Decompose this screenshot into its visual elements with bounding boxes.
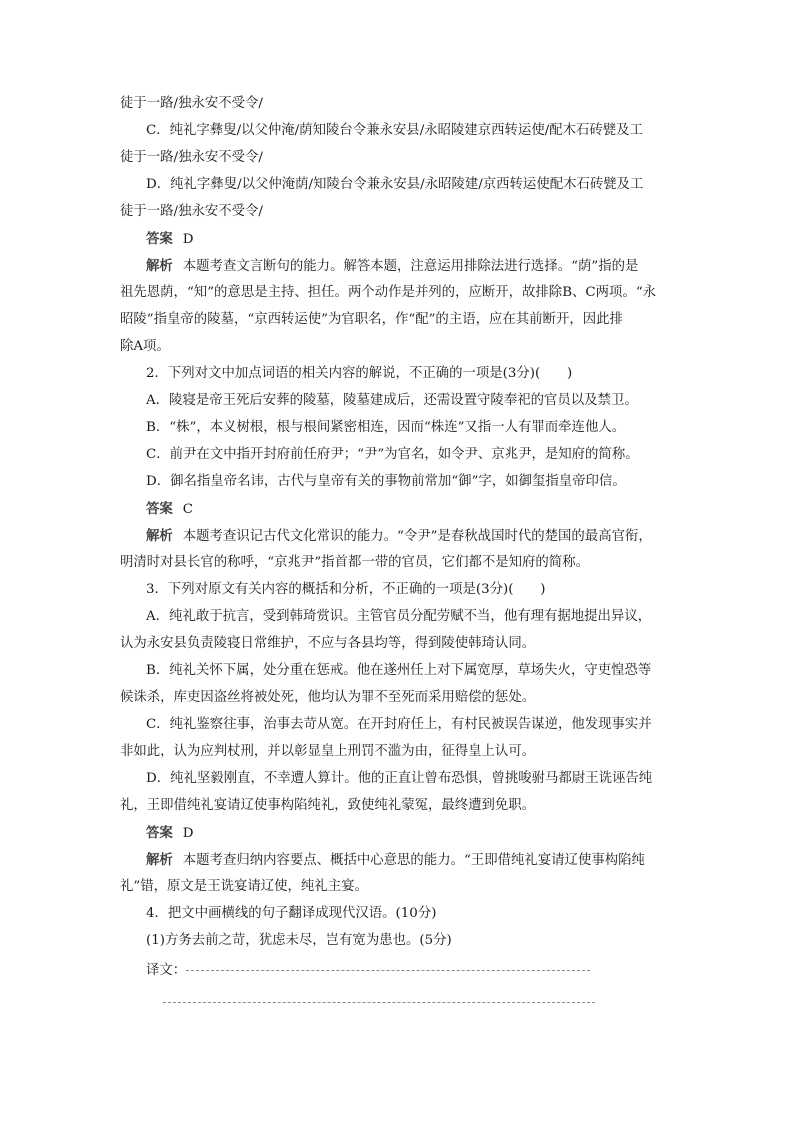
- q4-sub-question-1: (1)方务去前之苛，犹虑未尽，岂有宽为患也。(5分): [146, 933, 452, 948]
- option-b-tail: 徒于一路/独永安不受令/: [120, 96, 263, 111]
- q1-analysis-row: [146, 257, 675, 276]
- answer-blank-line-1[interactable]: [186, 970, 590, 971]
- q1-answer-row: [146, 230, 675, 249]
- q3-analysis-line-1: 本题考查归纳内容要点、概括中心意思的能力。“王即借纯礼宴请辽使事构陷纯: [182, 853, 645, 868]
- q2-stem: 2．下列对文中加点词语的相关内容的解说，不正确的一项是(3分)( ): [146, 366, 573, 381]
- q2-analysis-line-2: 明清时对县长官的称呼，“京兆尹”指首都一带的官员，它们都不是知府的简称。: [120, 555, 589, 570]
- answer-label: 答案: [146, 501, 173, 517]
- q2-analysis-line-1: 本题考查识记古代文化常识的能力。“令尹”是春秋战国时代的楚国的最高官衔，: [182, 529, 652, 544]
- analysis-label: 解析: [146, 258, 173, 274]
- q3-option-d-line-2: 礼，王即借纯礼宴请辽使事构陷纯礼，致使纯礼蒙冤，最终遭到免职。: [120, 798, 536, 813]
- q3-answer-row: [146, 824, 675, 843]
- translation-row: [146, 962, 675, 980]
- q2-option-b: B．“株”，本义树根，根与根间紧密相连，因而“株连”又指一人有罪而牵连他人。: [146, 420, 626, 435]
- q3-answer-value: D: [182, 826, 194, 841]
- option-d-line-1: D．纯礼字彝叟/以父仲淹荫/知陵台令兼永安县/永昭陵建/京西转运使配木石砖甓及工: [146, 177, 644, 192]
- q2-option-d: D．御名指皇帝名讳，古代与皇帝有关的事物前常加“御”字，如御玺指皇帝印信。: [146, 474, 626, 489]
- q1-analysis-line-1: 本题考查文言断句的能力。解答本题，注意运用排除法进行选择。“荫”指的是: [182, 259, 639, 274]
- q1-analysis-line-2: 祖先恩荫，“知”的意思是主持、担任。两个动作是并列的，应断开，故排除B、C两项。“永: [120, 285, 657, 300]
- q3-option-c-line-1: C．纯礼鉴察往事，治事去苛从宽。在开封府任上，有村民被误告谋逆，他发现事实并: [146, 717, 652, 732]
- q3-analysis-line-2: 礼”错，原文是王诜宴请辽使，纯礼主宴。: [120, 879, 368, 894]
- q3-option-b-line-1: B．纯礼关怀下属，处分重在惩戒。他在遂州任上对下属宽厚，草场失火，守吏惶恐等: [146, 663, 652, 678]
- q3-option-c-line-2: 非如此，认为应判杖刑，并以彰显皇上刑罚不滥为由，征得皇上认可。: [120, 744, 536, 759]
- option-c-line-1: C．纯礼字彝叟/以父仲淹/荫知陵台令兼永安县/永昭陵建京西转运使/配木石砖甓及工: [146, 123, 643, 138]
- q3-option-b-line-2: 候诛杀，库吏因盗丝将被处死，他均认为罪不至死而采用赔偿的惩处。: [120, 690, 536, 705]
- q1-analysis-line-3: 昭陵”指皇帝的陵墓，“京西转运使”为官职名，作“配”的主语，应在其前断开，因此排: [120, 312, 623, 327]
- option-d-line-2: 徒于一路/独永安不受令/: [120, 204, 263, 219]
- q3-option-a-line-2: 认为永安县负责陵寝日常维护，不应与各县均等，得到陵使韩琦认同。: [120, 636, 536, 651]
- q2-analysis-row: [146, 527, 675, 546]
- option-c-line-2: 徒于一路/独永安不受令/: [120, 150, 263, 165]
- q2-option-a: A．陵寝是帝王死后安葬的陵墓，陵墓建成后，还需设置守陵奉祀的官员以及禁卫。: [146, 393, 638, 408]
- q3-analysis-row: [146, 851, 675, 870]
- translation-row-2: [163, 994, 603, 1012]
- answer-label: 答案: [146, 825, 173, 841]
- q1-answer-value: D: [182, 232, 194, 247]
- q4-stem: 4．把文中画横线的句子翻译成现代汉语。(10分): [146, 906, 437, 921]
- q2-answer-value: C: [182, 502, 194, 517]
- q2-answer-row: [146, 500, 675, 519]
- q3-stem: 3．下列对原文有关内容的概括和分析，不正确的一项是(3分)( ): [146, 582, 546, 597]
- analysis-label: 解析: [146, 528, 173, 544]
- translation-label: 译文：: [146, 963, 187, 978]
- q2-option-c: C．前尹在文中指开封府前任府尹；“尹”为官名，如令尹、京兆尹，是知府的简称。: [146, 447, 639, 462]
- analysis-label: 解析: [146, 852, 173, 868]
- q3-option-d-line-1: D．纯礼坚毅刚直，不幸遭人算计。他的正直让曾布恐惧，曾挑唆驸马都尉王诜诬告纯: [146, 771, 653, 786]
- answer-blank-line-2[interactable]: [163, 1002, 595, 1003]
- q3-option-a-line-1: A．纯礼敢于抗言，受到韩琦赏识。主管官员分配劳赋不当，他有理有据地提出异议，: [146, 609, 652, 624]
- answer-label: 答案: [146, 231, 173, 247]
- q1-analysis-line-4: 除A项。: [120, 339, 170, 354]
